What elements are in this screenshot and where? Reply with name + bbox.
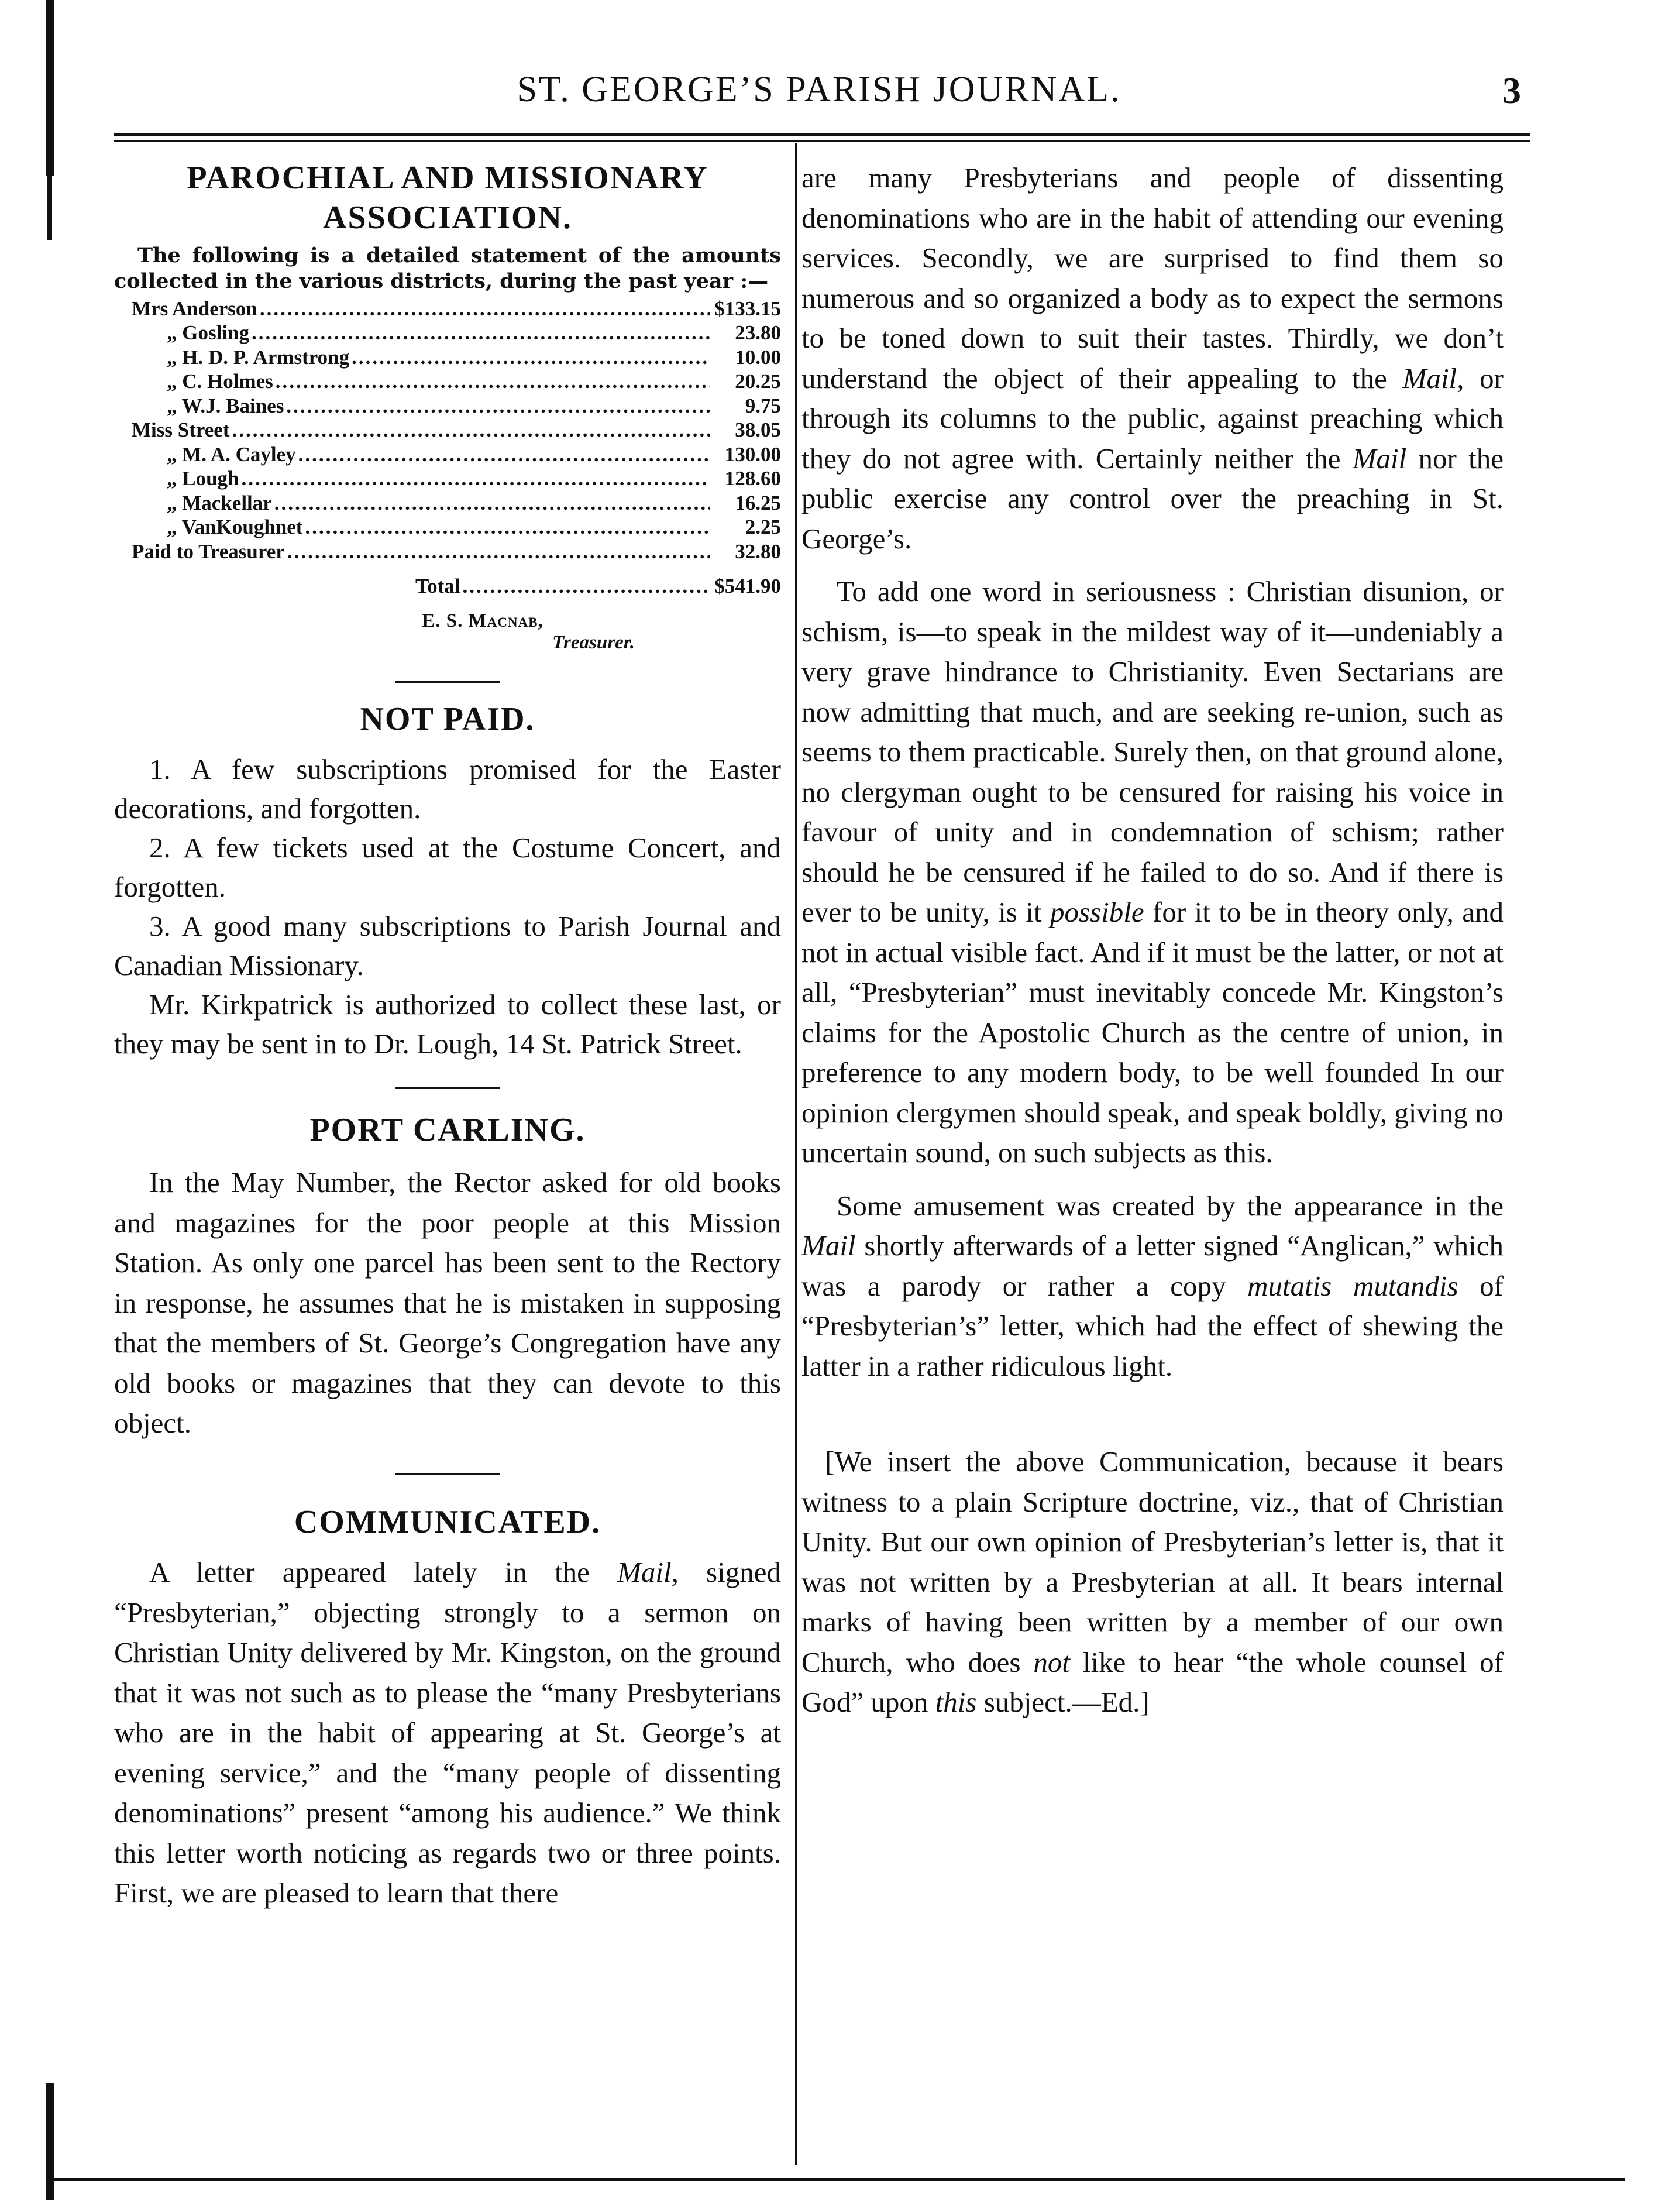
ledger-name: „ C. Holmes (167, 370, 273, 393)
ledger-name: „ M. A. Cayley (167, 442, 296, 466)
leader-dots (242, 466, 710, 491)
not-paid-item-2: 2. A few tickets used at the Costume Concert, and forgotten. (114, 831, 781, 903)
treasurer-title: Treasurer. (552, 631, 635, 653)
journal-title: ST. GEORGE’S PARISH JOURNAL. (517, 70, 1121, 109)
communicated-continuation (801, 158, 1504, 1386)
port-carling-heading: PORT CARLING. (309, 1111, 586, 1148)
communicated-paragraph-1: A letter appeared lately in the Mail, signed “Presbyterian,” objecting strongly to a sermon on Christian Unity delivered by Mr. Kingston, on the ground that it was not such as to please the “many Presbyterians who are in the habit of appearing at St. George’s at evening service,” and the “many people of dissenting denominations” present “among his audience.” We think this letter worth noticing as regards two or three points. First, we are pleased to learn that there (114, 1556, 781, 1909)
ledger-amount: 128.60 (724, 467, 781, 490)
leader-dots (260, 297, 710, 321)
ledger-amount: $133.15 (714, 297, 781, 320)
ledger-amount: 16.25 (735, 491, 781, 514)
ledger-amount: 23.80 (735, 321, 781, 345)
ledger-amount: 10.00 (735, 345, 781, 369)
not-paid-closing: Mr. Kirkpatrick is authorized to collect these last, or they may be sent in to Dr. Lough, 14 St. Patrick Street. (114, 988, 781, 1060)
ledger-amount: 130.00 (724, 442, 781, 466)
ledger-row (114, 540, 781, 564)
leader-dots (232, 418, 710, 442)
communicated-heading: COMMUNICATED. (294, 1503, 601, 1540)
section-divider (395, 681, 500, 683)
communicated-paragraph-3: Some amusement was created by the appearance in the Mail shortly afterwards of a letter signed “Anglican,” which was a parody or rather a copy mutatis mutandis of “Presbyterian’s” letter, which had the effect of shewing the latter in a rather ridiculous light. (801, 1189, 1504, 1382)
communicated-body-start (114, 1552, 781, 1936)
ledger-name: „ H. D. P. Armstrong (167, 345, 350, 369)
leader-dots (305, 515, 710, 540)
ledger-row (114, 491, 781, 516)
ledger-name: „ Mackellar (167, 491, 272, 514)
ledger-row (114, 297, 781, 321)
ledger-name: „ Lough (167, 467, 239, 490)
ledger-row (114, 442, 781, 467)
editor-note: [We insert the above Communication, because it bears witness to a plain Scripture doctrine, viz., that of Christian Unity. But our own opinion of Presbyterian’s letter is, that it was not written by a Presbyterian at all. It bears internal marks of having been written by a member of our own Church, who does not like to hear “the whole counsel of God” upon this subject.—Ed.] (801, 1445, 1504, 1718)
port-carling-section (114, 1110, 781, 1444)
communicated-section (114, 1502, 781, 1936)
ledger-row (114, 466, 781, 491)
ledger-name: „ W.J. Baines (167, 394, 284, 417)
column-divider (795, 143, 797, 2165)
leader-dots (252, 321, 710, 345)
ledger-amount: 32.80 (735, 540, 781, 563)
header-rule-thick (114, 133, 1530, 136)
ledger-row (114, 418, 781, 442)
header-rule-thin (114, 140, 1530, 142)
ledger-amount: 38.05 (735, 418, 781, 442)
ledger-amount: 2.25 (745, 516, 781, 539)
not-paid-item-3: 3. A good many subscriptions to Parish Journal and Canadian Missionary. (114, 909, 781, 981)
leader-dots (286, 394, 710, 418)
ledger-name: „ VanKoughnet (167, 516, 303, 539)
ledger-name: Miss Street (132, 418, 230, 442)
port-carling-body: In the May Number, the Rector asked for old books and magazines for the poor people at this Mission Station. As only one parcel has been sent to the Rectory in response, he assumes that he is mistaken in supposing that the members of St. George’s Congregation have any old books or magazines that they can devote to this object. (114, 1166, 781, 1440)
paragraph-text: or through its columns to the public, against preaching which they do not agree with. Certainly neither the (801, 362, 1504, 475)
leader-dots (298, 442, 710, 467)
ledger-row (114, 321, 781, 345)
parochial-heading: PAROCHIAL AND MISSIONARY ASSOCIATION. (187, 160, 708, 236)
left-column (114, 158, 781, 1936)
leader-dots (287, 540, 710, 564)
ledger-row (114, 369, 781, 394)
leader-dots (352, 345, 710, 370)
newspaper-name: Mail, (1402, 362, 1464, 394)
section-divider (395, 1087, 500, 1089)
newspaper-name: Mail (1352, 442, 1407, 475)
ledger-amount: 20.25 (735, 370, 781, 393)
leader-dots (274, 491, 710, 516)
section-divider (395, 1473, 500, 1475)
total-amount: $541.90 (714, 575, 781, 598)
leader-dots (276, 369, 710, 394)
ledger-name: Paid to Treasurer (132, 540, 285, 563)
page-bottom-rule (46, 2178, 1625, 2181)
paragraph-text: are many Presbyterians and people of dissenting denominations who are in the habit of attending our evening services. Secondly, we are surprised to find them so numerous and so organized a body as to expect the sermons to be toned down to suit their tastes. Thirdly, we don’t understand the object of their appealing to the (801, 162, 1504, 394)
ledger-row (114, 345, 781, 370)
page-number: 3 (1502, 70, 1521, 111)
scan-edge-mark (46, 0, 54, 2212)
ledger-row (114, 394, 781, 418)
ledger-amount: 9.75 (745, 394, 781, 417)
page-header (117, 69, 1521, 139)
collections-ledger (114, 297, 781, 564)
ledger-name: „ Gosling (167, 321, 250, 345)
ledger-row (114, 515, 781, 540)
not-paid-item-1: 1. A few subscriptions promised for the Easter decorations, and forgotten. (114, 753, 781, 825)
communicated-paragraph-2: To add one word in seriousness : Christian disunion, or schism, is—to speak in the mildest way of it—undeniably a very grave hindrance to Christianity. Even Sectarians are now admitting that much, and are seeking re-union, such as seems to them practicable. Surely then, on that ground alone, no clergyman ought to be censured for raising his voice in favour of unity and in condemnation of schism; rather should he be censured if he failed to do so. And if there is ever to be unity, is it possible for it to be in theory only, and not in actual visible fact. And if it must be the latter, or not at all, “Presbyterian” must inevitably concede Mr. Kingston’s claims for the Apostolic Church as the centre of union, in preference to any modern body, to be well founded In our opinion clergymen should speak, and speak boldly, giving no uncertain sound, on such subjects as this. (801, 575, 1504, 1169)
not-paid-section (114, 699, 781, 1063)
treasurer-signature: E. S. Macnab, (422, 610, 543, 631)
paragraph-text: nor the public exercise any control over the preaching in St. George’s. (801, 442, 1504, 555)
communicated-paragraph-1-cont (801, 158, 1504, 559)
parochial-intro: The following is a detailed statement of the amounts collected in the various districts, during the past year :— (114, 243, 781, 293)
ledger-total (114, 574, 781, 599)
ledger-name: Mrs Anderson (132, 297, 257, 320)
right-column (801, 158, 1504, 1723)
total-label: Total (415, 575, 460, 598)
not-paid-heading: NOT PAID. (360, 700, 535, 737)
parochial-section (114, 158, 781, 654)
